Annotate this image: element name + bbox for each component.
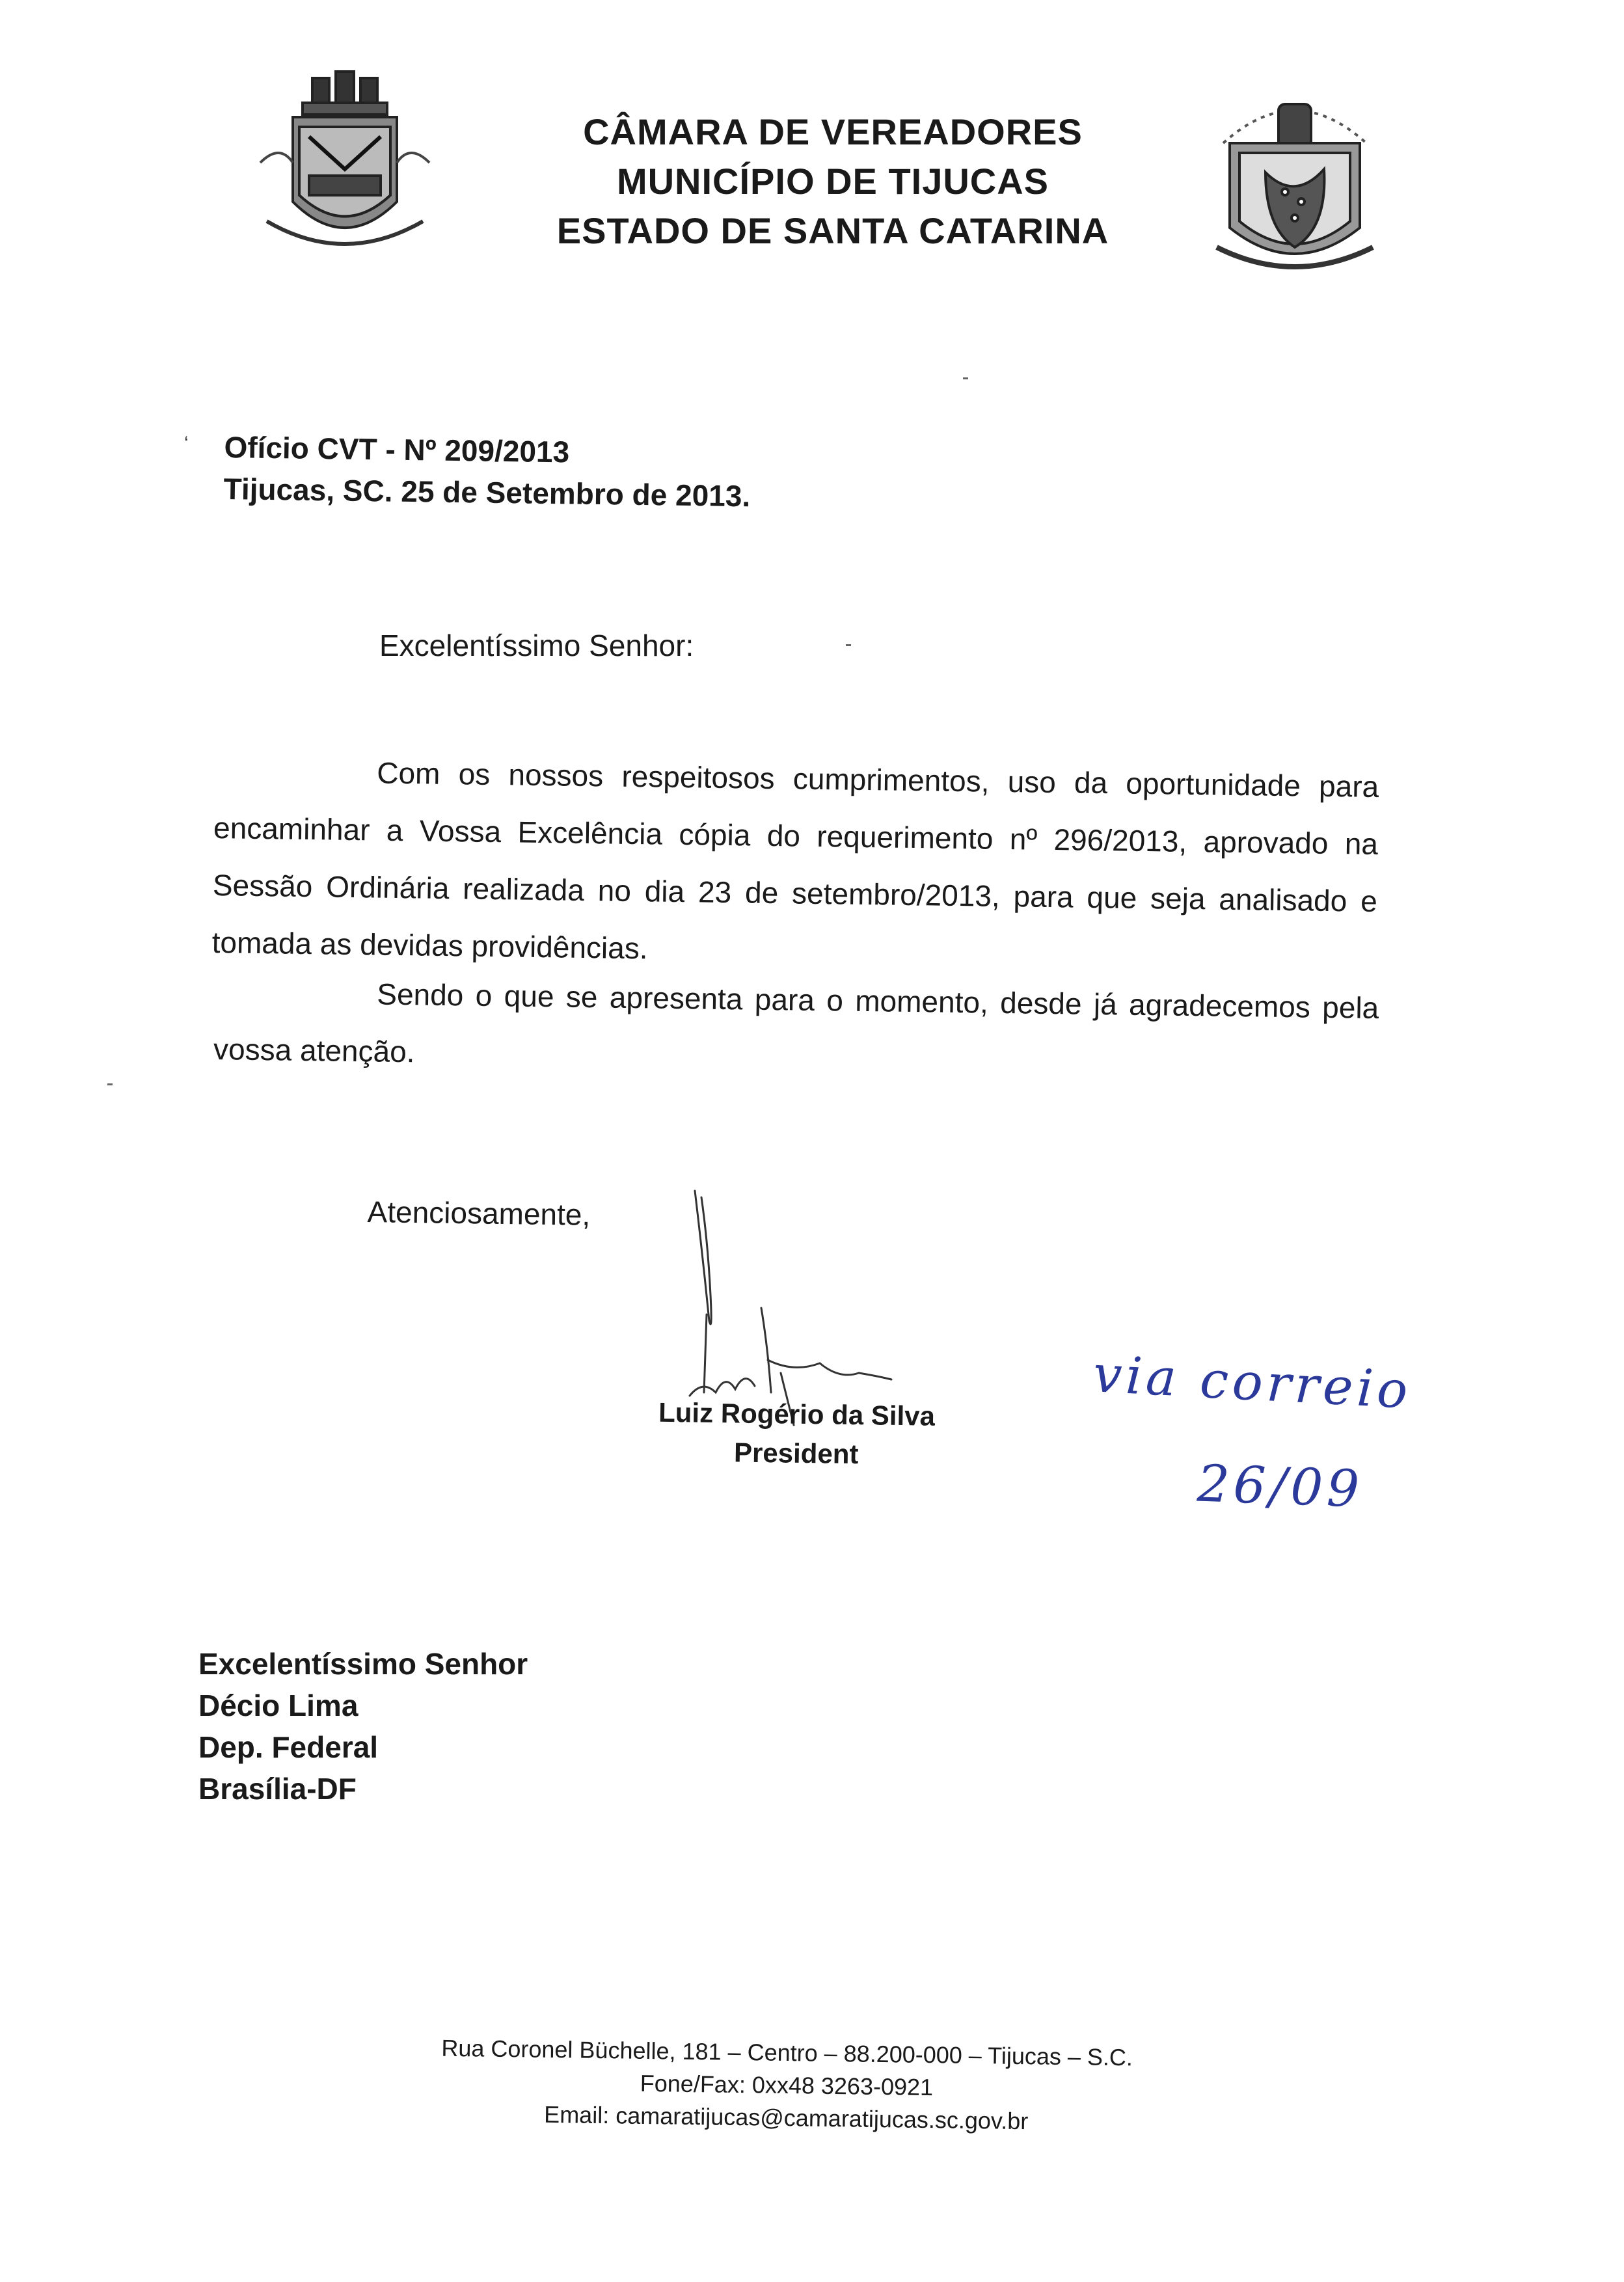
header-line-2: MUNICÍPIO DE TIJUCAS: [616, 161, 1049, 202]
footer-phone: Fone/Fax: 0xx48 3263-0921: [640, 2069, 934, 2101]
recipient-line-3: Dep. Federal: [198, 1730, 379, 1764]
recipient-line-1: Excelentíssimo Senhor: [198, 1647, 528, 1681]
closing: Atenciosamente,: [367, 1194, 591, 1232]
footer: [363, 2031, 1210, 2140]
handwritten-note-line-1: via correio: [1091, 1345, 1413, 1420]
recipient-block: [198, 1643, 528, 1810]
institution-header: [455, 107, 1210, 256]
signer-block: [620, 1392, 973, 1476]
scan-speck: [846, 644, 851, 646]
margin-mark: ‘: [184, 433, 189, 454]
reference-block: [223, 426, 751, 517]
footer-address: Rua Coronel Büchelle, 181 – Centro – 88.200-000 – Tijucas – S.C.: [441, 2034, 1133, 2071]
header-line-3: ESTADO DE SANTA CATARINA: [556, 210, 1109, 251]
office-number: Ofício CVT - Nº 209/2013: [224, 429, 570, 469]
body-paragraph-2: Sendo o que se apresenta para o momento, desde já agradecemos pela vossa atenção.: [213, 977, 1379, 1069]
signer-title: President: [733, 1437, 859, 1470]
legislative-chamber-seal-icon: [1204, 85, 1386, 293]
scan-speck: [107, 1083, 113, 1085]
handwritten-note-line-2: 26/09: [1196, 1454, 1364, 1519]
municipal-coat-of-arms-icon: [234, 65, 455, 273]
header-line-1: CÂMARA DE VEREADORES: [583, 111, 1083, 152]
salutation: Excelentíssimo Senhor:: [379, 629, 694, 662]
recipient-line-4: Brasília-DF: [198, 1772, 357, 1806]
body-paragraph-1: Com os nossos respeitosos cumprimentos, uso da oportunidade para encaminhar a Vossa Excelência cópia do requerimento nº 296/2013, aprovado na Sessão Ordinária realizada no dia 23 de setembro/2013, para que seja analisado e tomada as devidas providências.: [211, 755, 1379, 966]
recipient-line-2: Décio Lima: [198, 1689, 359, 1722]
place-date: Tijucas, SC. 25 de Setembro de 2013.: [223, 471, 751, 513]
footer-email: Email: camaratijucas@camaratijucas.sc.gov.br: [543, 2100, 1029, 2135]
signer-name: Luiz Rogério da Silva: [658, 1396, 936, 1432]
scan-speck: [963, 377, 968, 379]
